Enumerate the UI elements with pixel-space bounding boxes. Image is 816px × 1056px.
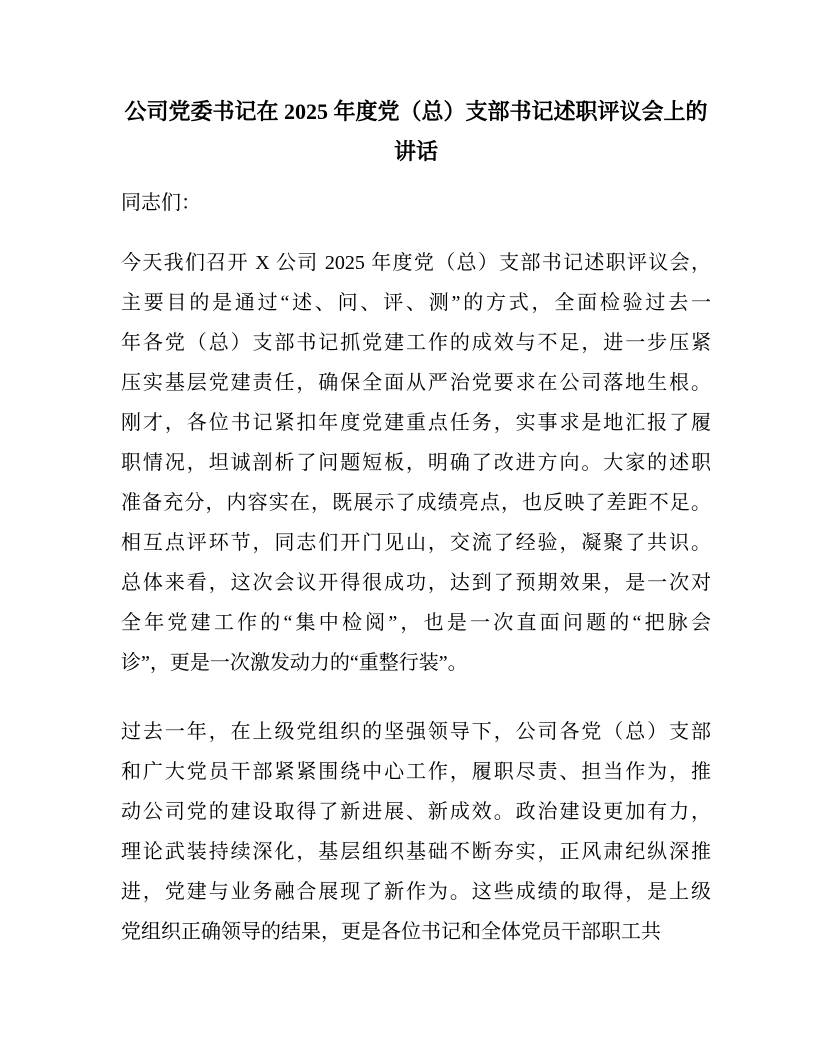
text-line: 和广大党员干部紧紧围绕中心工作，履职尽责、担当作为，推 <box>121 761 711 783</box>
paragraph <box>121 712 711 952</box>
text-line: 准备充分，内容实在，既展示了成绩亮点，也反映了差距不足。 <box>121 492 711 514</box>
text-line: 总体来看，这次会议开得很成功，达到了预期效果，是一次对 <box>121 572 711 594</box>
text-line: 压实基层党建责任，确保全面从严治党要求在公司落地生根。 <box>121 372 711 394</box>
document-title <box>121 92 711 172</box>
text-line: 全年党建工作的“集中检阅”，也是一次直面问题的“把脉会 <box>121 612 711 634</box>
text-line: 年各党（总）支部书记抓党建工作的成效与不足，进一步压紧 <box>121 332 711 354</box>
text-line: 刚才，各位书记紧扣年度党建重点任务，实事求是地汇报了履 <box>121 412 711 434</box>
text-line: 职情况，坦诚剖析了问题短板，明确了改进方向。大家的述职 <box>121 452 711 474</box>
text-line: 诊”，更是一次激发动力的“重整行装”。 <box>121 652 468 674</box>
text-line: 主要目的是通过“述、问、评、测”的方式，全面检验过去一 <box>121 292 711 314</box>
title-line: 公司党委书记在 2025 年度党（总）支部书记述职评议会上的 <box>124 99 708 124</box>
salutation: 同志们： <box>121 192 201 214</box>
text-line: 相互点评环节，同志们开门见山，交流了经验，凝聚了共识。 <box>121 532 711 554</box>
title-line: 讲话 <box>393 139 438 164</box>
text-line: 进，党建与业务融合展现了新作为。这些成绩的取得，是上级 <box>121 881 711 903</box>
text-line: 今天我们召开 X 公司 2025 年度党（总）支部书记述职评议会， <box>121 252 711 274</box>
text-line: 党组织正确领导的结果，更是各位书记和全体党员干部职工共 <box>121 921 661 943</box>
text-line: 过去一年，在上级党组织的坚强领导下，公司各党（总）支部 <box>121 721 711 743</box>
paragraph <box>121 243 711 683</box>
text-line: 动公司党的建设取得了新进展、新成效。政治建设更加有力， <box>121 801 711 823</box>
text-line: 理论武装持续深化，基层组织基础不断夯实，正风肃纪纵深推 <box>121 841 711 863</box>
